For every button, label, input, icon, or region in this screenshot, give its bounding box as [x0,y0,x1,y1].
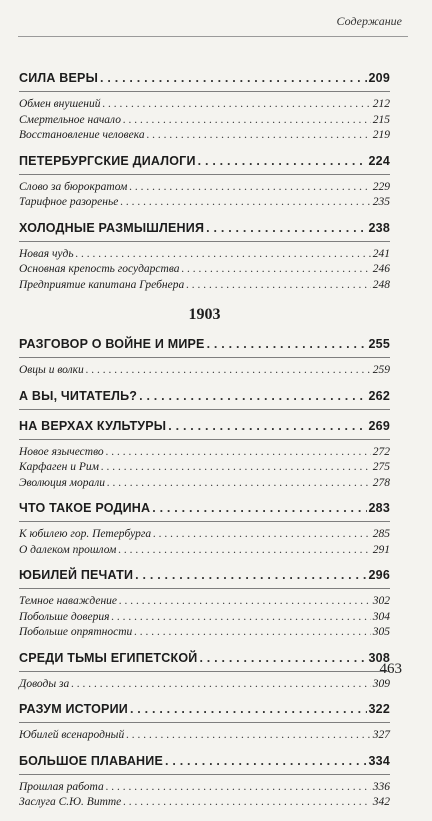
page-ref: 212 [372,98,390,110]
section-heading-row[interactable] [19,337,390,354]
section-heading-row[interactable] [19,71,390,88]
page-ref: 275 [372,461,390,473]
page-ref: 262 [368,388,390,403]
section-rule [19,241,390,242]
page-ref: 209 [368,71,390,85]
page-ref: 308 [368,650,390,665]
dot-leader [123,796,370,808]
section-rule [19,588,390,589]
page-ref: 296 [368,568,390,582]
subsection-row[interactable] [19,279,390,295]
page-ref: 235 [372,196,390,208]
subsection-title: Прошлая работа [19,780,104,793]
dot-leader [118,544,370,556]
section-heading-row[interactable] [19,651,390,668]
subsection-title: О далеком прошлом [19,543,117,556]
section-rule [19,722,390,723]
subsection-row[interactable] [19,544,390,560]
section-title: РАЗУМ ИСТОРИИ [19,702,128,716]
dot-leader [152,501,366,515]
page-ref: 283 [368,501,390,515]
section-heading-row[interactable] [19,754,390,771]
subsection-title: Карфаген и Рим [19,461,99,473]
dot-leader [76,248,371,260]
subsection-row[interactable] [19,528,390,544]
dot-leader [120,196,370,208]
subsection-title: Новая чудь [19,247,74,260]
header-rule [18,36,408,37]
section-rule [19,91,390,92]
section-heading-row[interactable] [19,568,390,585]
subsection-row[interactable] [19,248,390,264]
dot-leader [129,181,370,193]
dot-leader [135,568,366,582]
subsection-row[interactable] [19,781,390,797]
page-ref: 246 [372,263,390,275]
subsection-title: Тарифное разоренье [19,196,119,208]
subsection-title: Побольше доверия [19,610,110,623]
subsection-title: Слово за бюрократом [19,180,128,193]
page-ref: 278 [372,476,390,489]
subsection-row[interactable] [19,263,390,279]
page-ref: 291 [372,543,390,556]
page-ref: 238 [368,220,390,235]
dot-leader [100,71,367,85]
section-heading-row[interactable] [19,221,390,238]
section-heading-row[interactable] [19,154,390,171]
page-number: 463 [379,661,402,677]
page-ref: 241 [372,247,390,260]
page-ref: 255 [368,337,390,351]
toc-section [19,702,390,745]
dot-leader [71,678,371,690]
page-ref: 334 [368,753,390,768]
subsection-title: Основная крепость государства [19,263,180,275]
subsection-row[interactable] [19,181,390,197]
page-ref: 304 [372,610,390,623]
toc-section [19,501,390,559]
dot-leader [106,446,371,458]
subsection-row[interactable] [19,611,390,627]
section-title: НА ВЕРХАХ КУЛЬТУРЫ [19,418,167,433]
toc-section [19,71,390,145]
dot-leader [139,389,366,403]
dot-leader [101,461,371,473]
toc-section [19,337,390,380]
section-rule [19,357,390,358]
table-of-contents [19,71,390,821]
subsection-row[interactable] [19,678,390,694]
page-ref: 342 [372,796,390,808]
subsection-title: Предприятие капитана Гребнера [19,278,185,291]
section-heading-row[interactable] [19,389,390,406]
subsection-row[interactable] [19,129,390,145]
dot-leader [186,279,371,291]
subsection-title: Смертельное начало [19,113,121,126]
dot-leader [102,98,370,110]
toc-section [19,154,390,212]
dot-leader [107,477,371,489]
page-ref: 327 [372,729,390,741]
dot-leader [126,729,371,741]
page-ref: 269 [368,418,390,433]
toc-section [19,754,390,812]
section-title: А ВЫ, ЧИТАТЕЛЬ? [19,388,138,403]
section-heading-row[interactable] [19,702,390,719]
dot-leader [165,754,367,768]
dot-leader [147,129,371,141]
dot-leader [153,528,371,540]
section-rule [19,174,390,175]
page-ref: 336 [372,780,390,793]
section-heading-row[interactable] [19,501,390,518]
page-ref: 224 [368,153,390,168]
dot-leader [199,651,366,665]
dot-leader [119,595,371,607]
page-ref: 272 [372,445,390,458]
toc-section [19,568,390,642]
dot-leader [182,263,371,275]
subsection-row[interactable] [19,446,390,462]
dot-leader [168,419,366,433]
dot-leader [111,611,370,623]
toc-section [19,389,390,410]
subsection-row[interactable] [19,796,390,812]
subsection-row[interactable] [19,196,390,212]
page-ref: 322 [368,702,390,716]
toc-section [19,221,390,295]
section-rule [19,671,390,672]
section-title: ЮБИЛЕЙ ПЕЧАТИ [19,568,134,582]
subsection-row[interactable] [19,729,390,745]
section-title: БОЛЬШОЕ ПЛАВАНИЕ [19,753,164,768]
subsection-title: Доводы за [19,677,70,690]
year-heading: 1903 [188,306,221,323]
section-title: ПЕТЕРБУРГСКИЕ ДИАЛОГИ [19,153,196,168]
section-rule [19,774,390,775]
page-ref: 219 [372,129,390,141]
page-ref: 229 [372,180,390,193]
subsection-title: Юбилей всенародный [19,729,125,741]
page-ref: 285 [372,528,390,540]
dot-leader [206,221,366,235]
subsection-title: Восстановление человека [19,129,145,141]
subsection-row[interactable] [19,595,390,611]
dot-leader [123,114,371,126]
section-title: ХОЛОДНЫЕ РАЗМЫШЛЕНИЯ [19,220,205,235]
page-ref: 215 [372,113,390,126]
dot-leader [106,781,371,793]
subsection-title: Заслуга С.Ю. Витте [19,796,122,808]
page-ref: 305 [372,626,390,638]
page-ref: 248 [372,278,390,291]
section-rule [19,439,390,440]
subsection-row[interactable] [19,98,390,114]
subsection-row[interactable] [19,461,390,477]
running-head: Содержание [336,14,402,28]
section-title: РАЗГОВОР О ВОЙНЕ И МИРЕ [19,337,205,351]
section-rule [19,409,390,410]
dot-leader [198,154,367,168]
subsection-row[interactable] [19,364,390,380]
subsection-title: К юбилею гор. Петербурга [19,528,152,540]
section-title: СИЛА ВЕРЫ [19,71,99,85]
dot-leader [134,626,370,638]
subsection-title: Эволюция морали [19,476,106,489]
dot-leader [130,702,367,716]
page-ref: 302 [372,595,390,607]
page-ref: 309 [372,677,390,690]
toc-section [19,419,390,493]
subsection-title: Обмен внушений [19,98,101,110]
subsection-title: Темное наваждение [19,595,118,607]
section-rule [19,521,390,522]
dot-leader [207,337,367,351]
page-ref: 259 [372,364,390,376]
subsection-title: Овцы и волки [19,364,84,376]
subsection-title: Побольше опрятности [19,626,133,638]
section-title: СРЕДИ ТЬМЫ ЕГИПЕТСКОЙ [19,650,198,665]
toc-section [19,651,390,694]
section-title: ЧТО ТАКОЕ РОДИНА [19,501,151,515]
subsection-row[interactable] [19,477,390,493]
dot-leader [86,364,371,376]
subsection-row[interactable] [19,626,390,642]
subsection-title: Новое язычество [19,445,104,458]
section-heading-row[interactable] [19,419,390,436]
subsection-row[interactable] [19,114,390,130]
